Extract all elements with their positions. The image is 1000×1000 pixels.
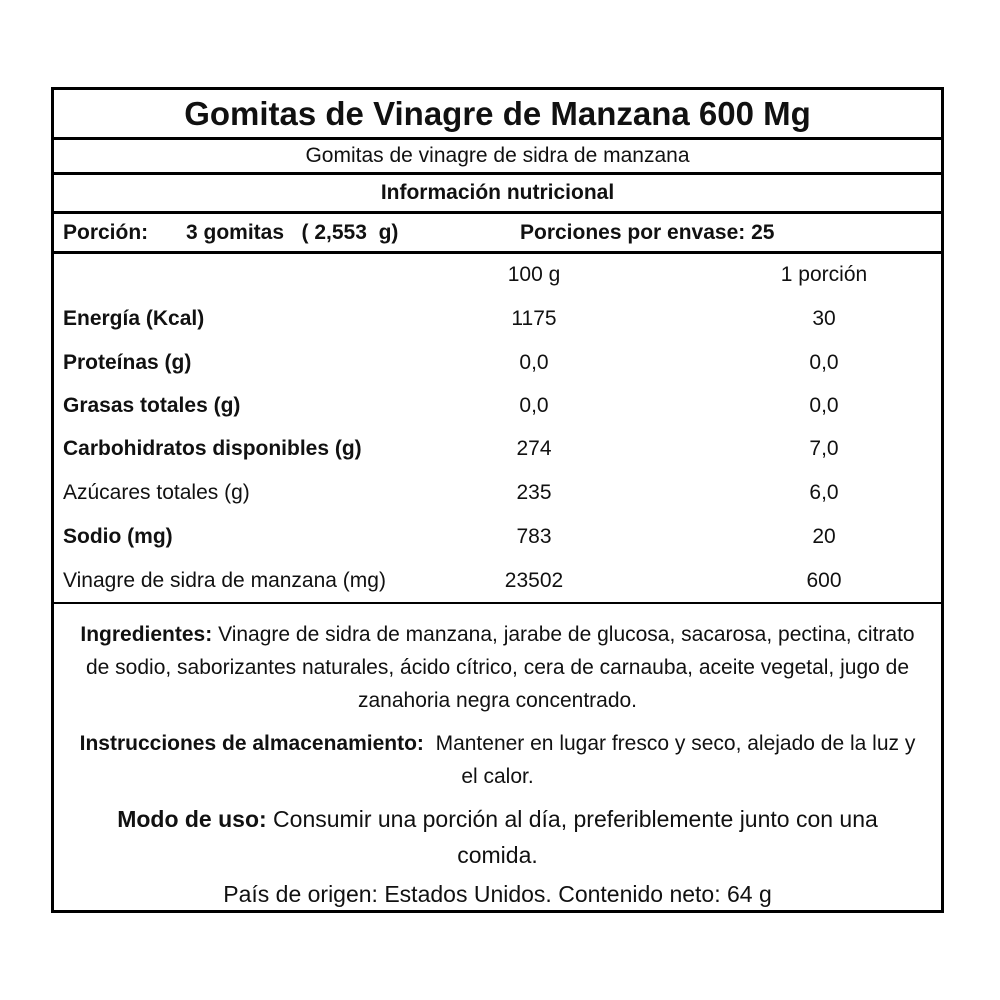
nutrient-value-portion: 0,0 bbox=[809, 351, 839, 374]
usage-text: Consumir una porción al día, preferiblemente junto con una comida. bbox=[266, 806, 878, 868]
nutrient-name: Grasas totales (g) bbox=[63, 394, 241, 417]
nutrient-row-grasas bbox=[54, 389, 941, 423]
nutrient-value-portion: 0,0 bbox=[809, 394, 839, 417]
column-header-100g: 100 g bbox=[507, 263, 561, 286]
nutrient-value-100g: 23502 bbox=[504, 569, 564, 592]
column-header-row bbox=[54, 258, 941, 292]
nutrient-row-sodio bbox=[54, 520, 941, 554]
nutrient-value-100g: 0,0 bbox=[519, 351, 549, 374]
origin-text: País de origen: Estados Unidos. Contenido neto: 64 g bbox=[223, 881, 772, 907]
nutrient-value-portion: 600 bbox=[806, 569, 842, 592]
column-header-portion: 1 porción bbox=[780, 263, 868, 286]
nutrient-value-portion: 6,0 bbox=[809, 481, 839, 504]
nutrient-name: Sodio (mg) bbox=[63, 525, 173, 548]
divider bbox=[54, 602, 941, 604]
nutrition-label bbox=[51, 87, 944, 913]
storage-text: Mantener en lugar fresco y seco, alejado de la luz y el calor. bbox=[423, 732, 922, 788]
nutrient-name: Carbohidratos disponibles (g) bbox=[63, 437, 362, 460]
ingredients-label: Ingredientes: bbox=[80, 623, 213, 646]
portion-row bbox=[54, 214, 941, 251]
nutrient-value-100g: 274 bbox=[516, 437, 552, 460]
nutrient-value-100g: 1175 bbox=[511, 307, 557, 330]
ingredients-paragraph bbox=[74, 618, 921, 717]
nutrient-row-carbohidratos bbox=[54, 432, 941, 466]
nutrient-name: Azúcares totales (g) bbox=[63, 481, 250, 504]
nutrient-row-energia bbox=[54, 302, 941, 336]
ingredients-text: Vinagre de sidra de manzana, jarabe de glucosa, sacarosa, pectina, citrato de sodio, saborizantes naturales, ácido cítrico, cera de carnauba, aceite vegetal, jugo de zanahoria negra concentrado. bbox=[85, 623, 915, 712]
nutrient-name: Proteínas (g) bbox=[63, 351, 192, 374]
portions-per-container: Porciones por envase: 25 bbox=[520, 221, 775, 244]
info-heading: Información nutricional bbox=[380, 181, 615, 204]
nutrient-name: Vinagre de sidra de manzana (mg) bbox=[63, 569, 386, 592]
portion-label: Porción: bbox=[63, 221, 149, 244]
nutrient-row-vinagre bbox=[54, 564, 941, 598]
nutrient-value-100g: 235 bbox=[516, 481, 552, 504]
nutrient-value-portion: 30 bbox=[812, 307, 836, 330]
nutrient-row-azucares bbox=[54, 476, 941, 510]
nutrient-value-100g: 783 bbox=[516, 525, 552, 548]
product-subtitle: Gomitas de vinagre de sidra de manzana bbox=[305, 144, 690, 167]
nutrient-value-portion: 7,0 bbox=[809, 437, 839, 460]
storage-paragraph bbox=[74, 727, 921, 793]
product-title: Gomitas de Vinagre de Manzana 600 Mg bbox=[184, 95, 811, 132]
divider bbox=[54, 251, 941, 254]
storage-label: Instrucciones de almacenamiento: bbox=[79, 732, 424, 755]
nutrient-name: Energía (Kcal) bbox=[63, 307, 205, 330]
nutrient-value-portion: 20 bbox=[812, 525, 836, 548]
nutrient-row-proteinas bbox=[54, 346, 941, 380]
portion-size: 3 gomitas ( 2,553 g) bbox=[186, 221, 399, 244]
usage-paragraph bbox=[74, 801, 921, 873]
nutrient-value-100g: 0,0 bbox=[519, 394, 549, 417]
usage-label: Modo de uso: bbox=[117, 806, 267, 832]
